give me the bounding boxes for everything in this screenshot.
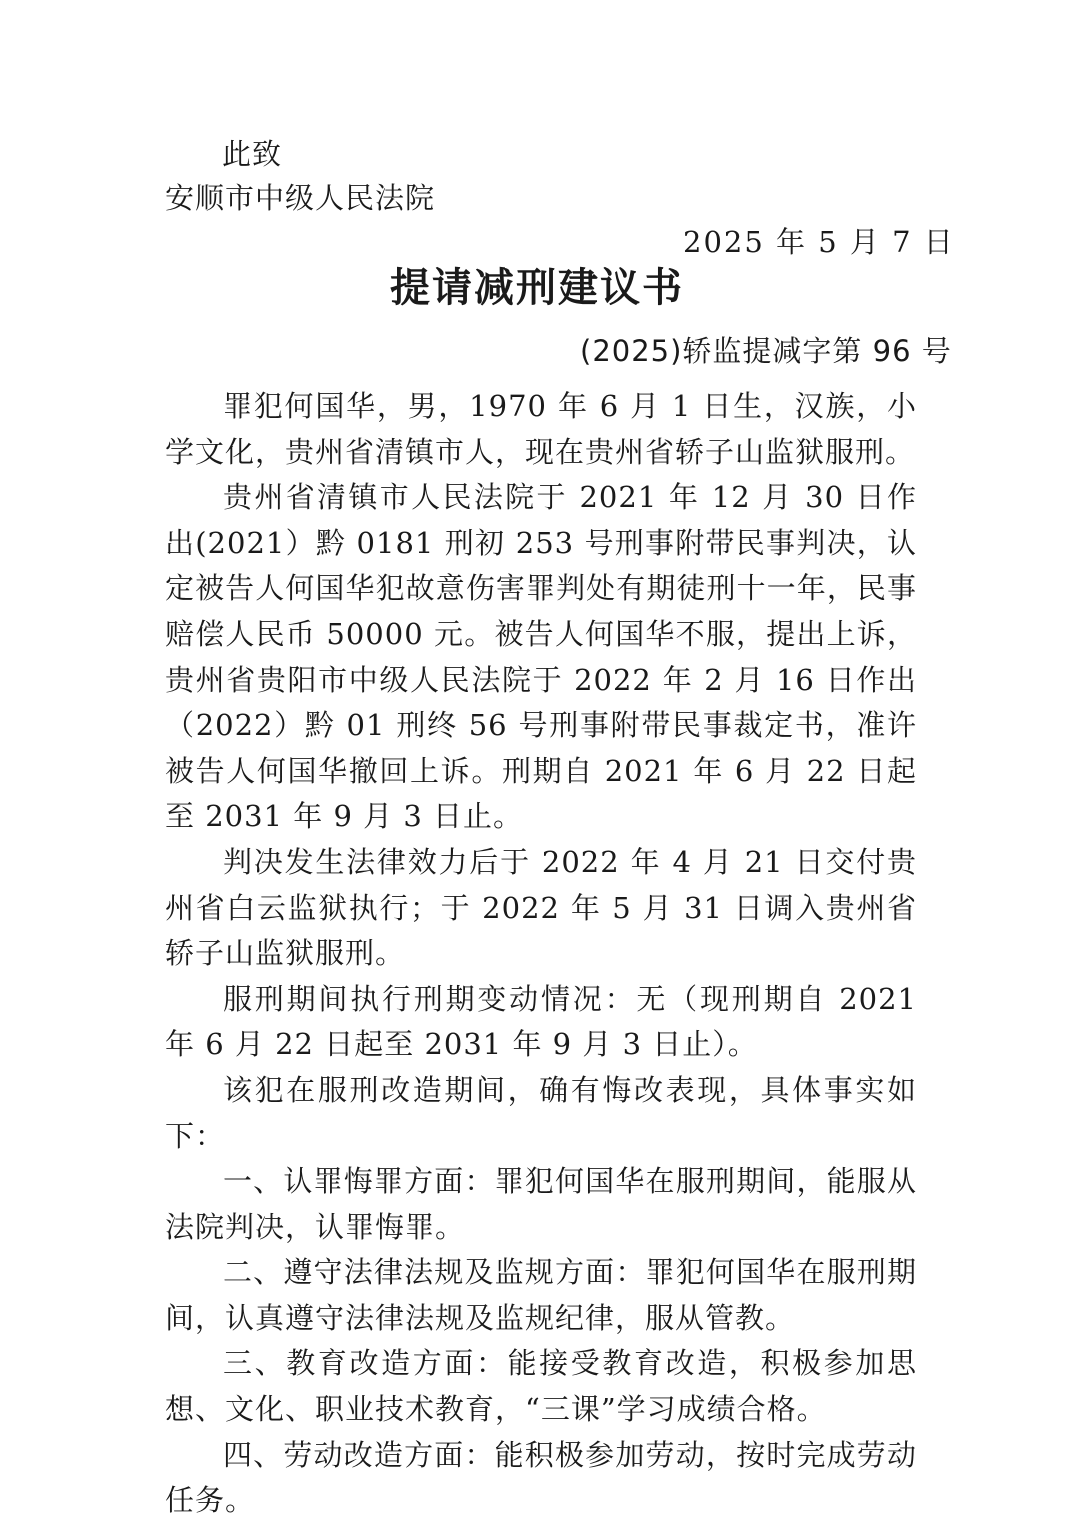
paragraph-facts-intro: 该犯在服刑改造期间，确有悔改表现，具体事实如下： — [165, 1072, 917, 1153]
recipient: 安顺市中级人民法院 — [165, 181, 436, 215]
paragraph-discipline: 二、遵守法律法规及监规方面：罪犯何国华在服刑期间，认真遵守法律法规及监规纪律，服从管教。 — [165, 1255, 917, 1335]
salutation: 此致 — [222, 137, 283, 171]
paragraph-education: 三、教育改造方面：能接受教育改造，积极参加思想、文化、职业技术教育，“三课”学习成绩合格。 — [165, 1346, 917, 1427]
paragraph-judgment: 贵州省清镇市人民法院于 2021 年 12 月 30 日作出(2021）黔 0181 刑初 253 号刑事附带民事判决，认定被告人何国华犯故意伤害罪判处有期徒刑十一年，民事赔偿人民币 50000 元。被告人何国华不服，提出上诉，贵州省贵阳市中级人民法院于 2022 年 2 月 16 日作出（2022）黔 01 刑终 56 号刑事附带民事裁定书，准许被告人何国华撤回上诉。刑期自 2021 年 6 月 22 日起至 2031 年 9 月 3 日止。 — [165, 480, 917, 834]
paragraph-execution: 判决发生法律效力后于 2022 年 4 月 21 日交付贵州省白云监狱执行；于 2022 年 5 月 31 日调入贵州省轿子山监狱服刑。 — [165, 844, 917, 971]
paragraph-convict-info: 罪犯何国华，男，1970 年 6 月 1 日生，汉族，小学文化，贵州省清镇市人，现在贵州省轿子山监狱服刑。 — [165, 389, 917, 469]
paragraph-labor: 四、劳动改造方面：能积极参加劳动，按时完成劳动任务。 — [165, 1437, 917, 1518]
document-body — [165, 384, 917, 1524]
document-title: 提请减刑建议书 — [390, 264, 684, 311]
document-number: (2025)轿监提减字第 96 号 — [580, 334, 952, 368]
paragraph-term-changes: 服刑期间执行刑期变动情况：无（现刑期自 2021 年 6 月 22 日起至 2031 年 9 月 3 日止）。 — [165, 981, 917, 1062]
paragraph-repentance: 一、认罪悔罪方面：罪犯何国华在服刑期间，能服从法院判决，认罪悔罪。 — [165, 1164, 917, 1244]
date: 2025 年 5 月 7 日 — [683, 225, 955, 259]
